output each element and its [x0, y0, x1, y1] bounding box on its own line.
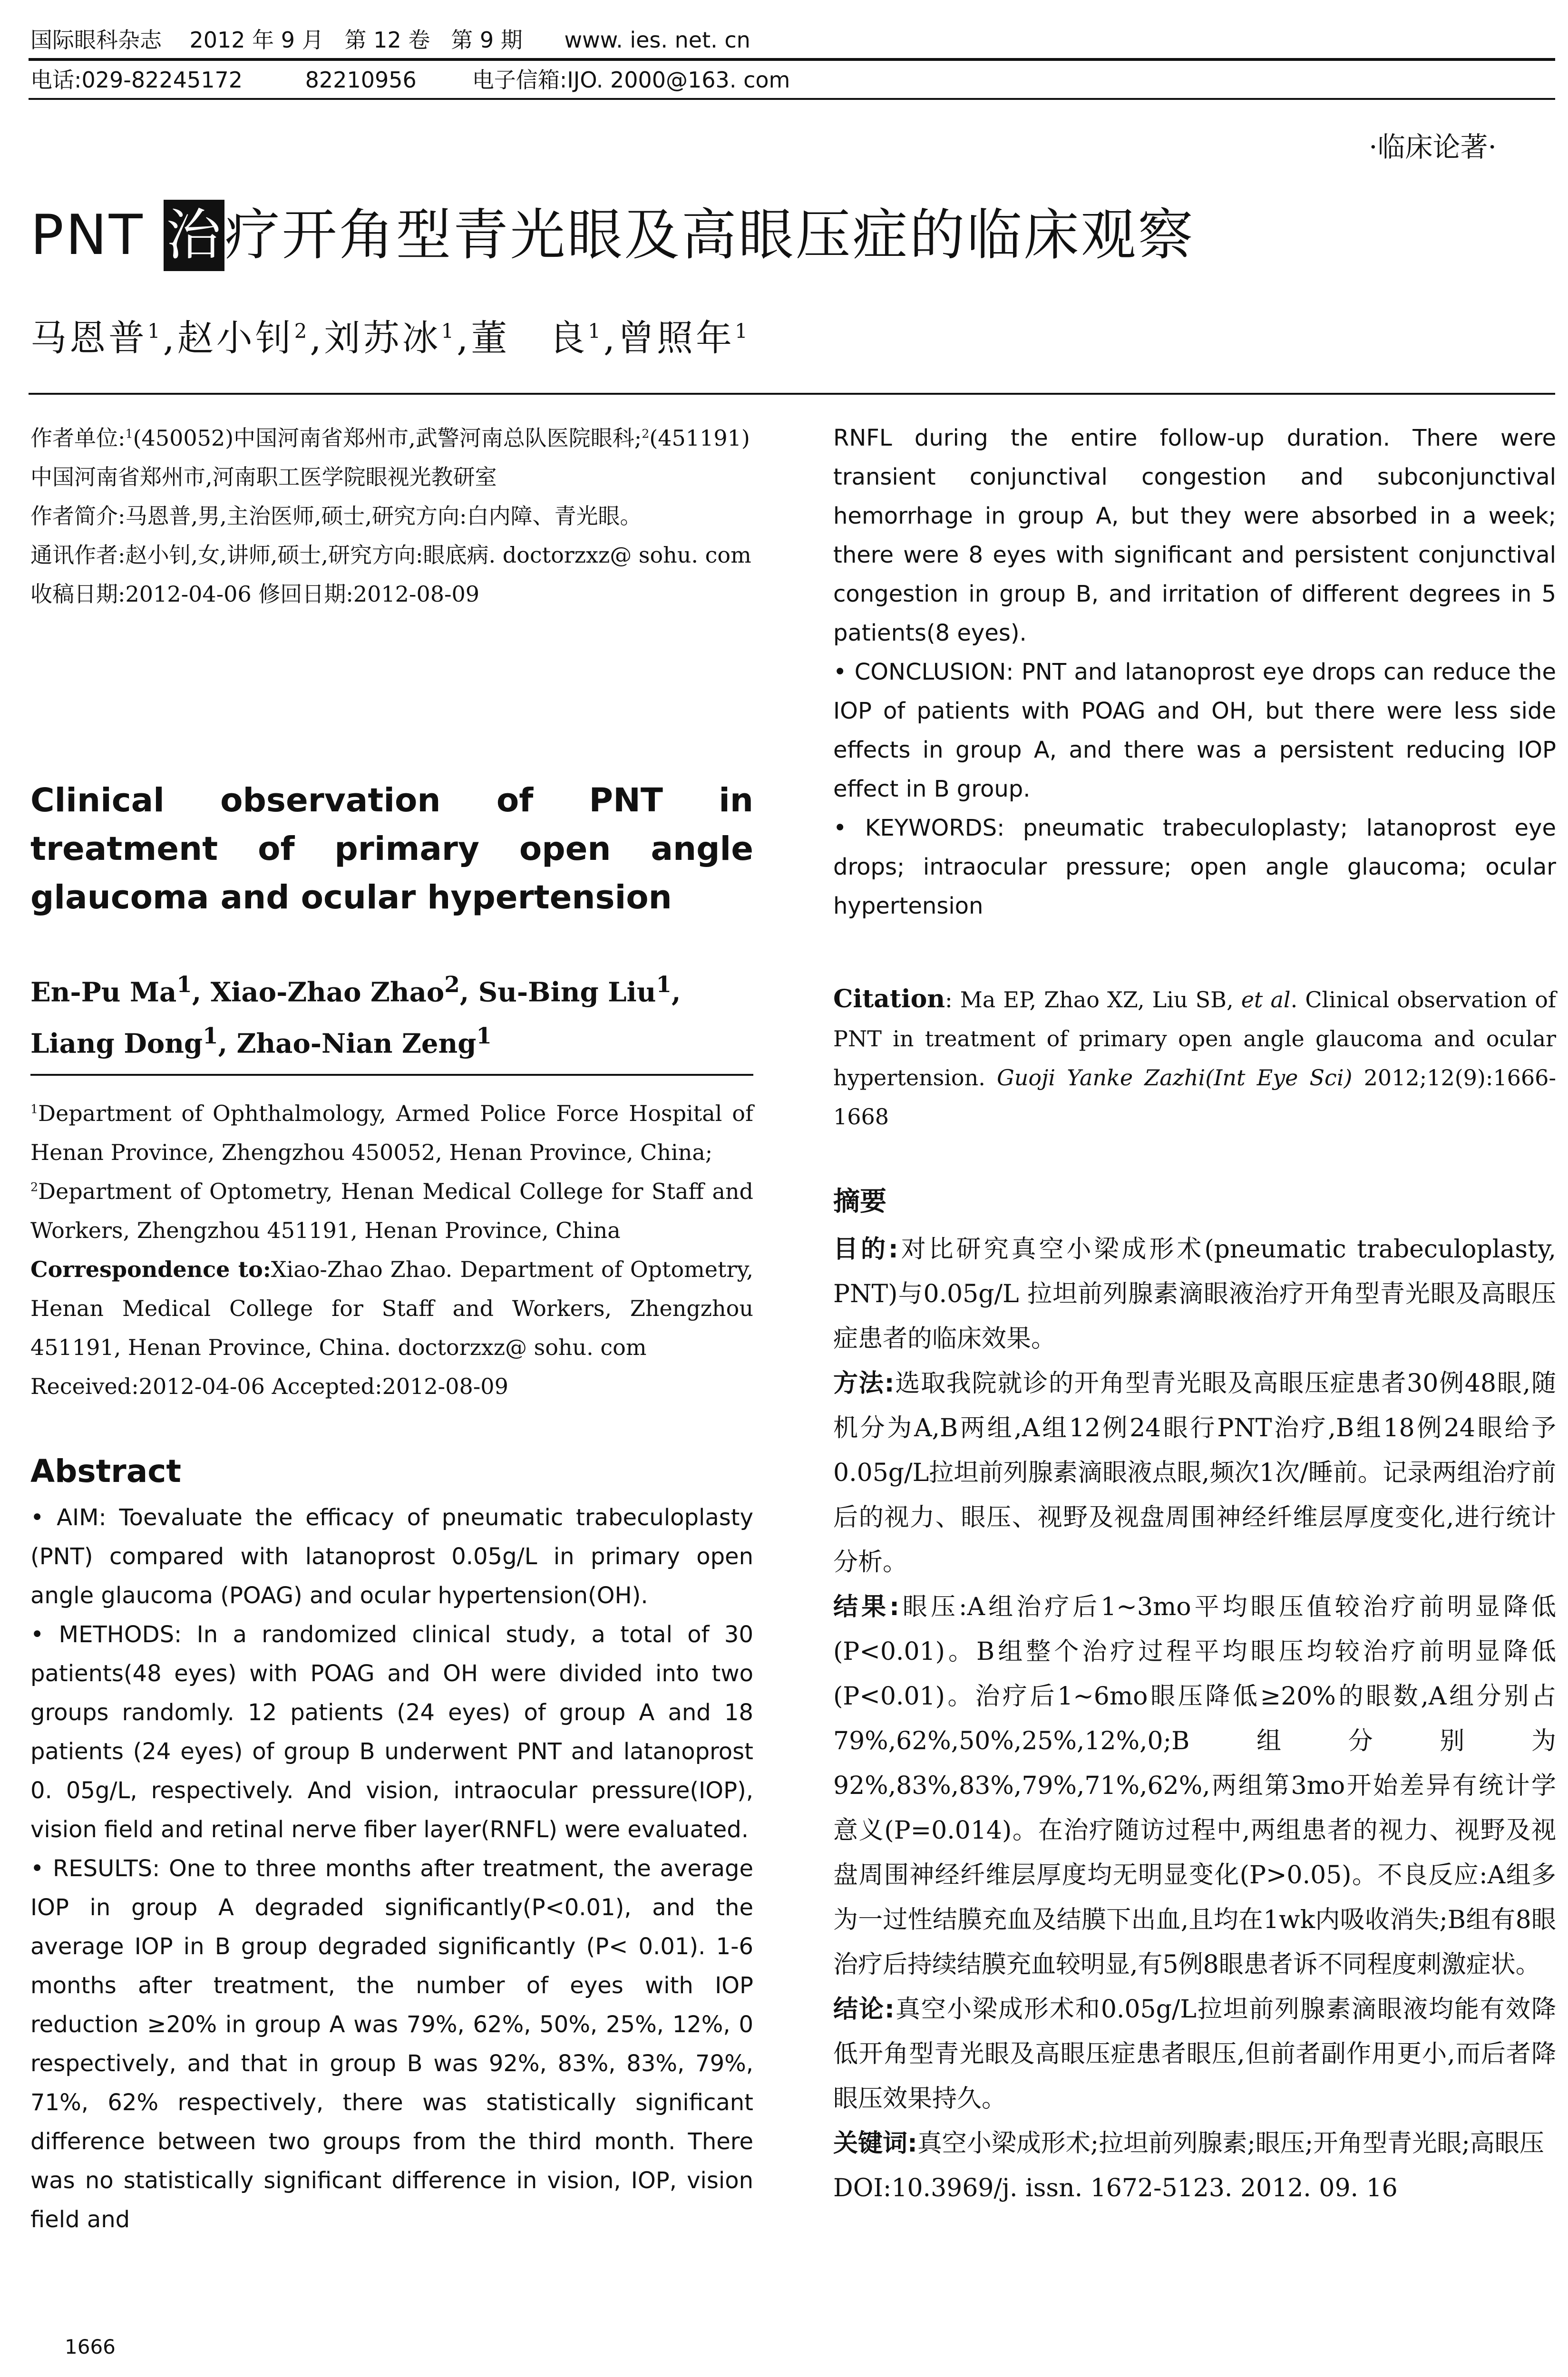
- author-cn-4-sup: 1: [588, 319, 604, 343]
- author-en-4: Liang Dong: [30, 1028, 203, 1060]
- cn-aim-label: 目的:: [833, 1235, 898, 1264]
- cn-results: [833, 1585, 1556, 1987]
- journal-header-line1: 国际眼科杂志 2012 年 9 月 第 12 卷 第 9 期 www. ies. net. cn: [30, 27, 750, 53]
- citation-label: Citation: [833, 984, 945, 1013]
- cn-methods: [833, 1361, 1556, 1585]
- english-authors-rule: [30, 1074, 753, 1076]
- cn-results-text: 眼压:A组治疗后1~3mo平均眼压值较治疗前明显降低(P<0.01)。B组整个治疗过程平均眼压均较治疗前明显降低(P<0.01)。治疗后1~6mo眼压降低≥20%的眼数,A组分别占79%,62%,50%,25%,12%,0;B组分别为92%,83%,83%,79%,71%,62%,两组第3mo开始差异有统计学意义(P=0.014)。在治疗随访过程中,两组患者的视力、视野及视盘周围神经纤维层厚度均无明显变化(P>0.05)。不良反应:A组多为一过性结膜充血及结膜下出血,且均在1wk内吸收消失;B组有8眼治疗后持续结膜充血较明显,有5例8眼患者诉不同程度刺激症状。: [833, 1593, 1557, 1979]
- author-en-2: Xiao-Zhao Zhao: [210, 976, 445, 1008]
- cn-methods-text: 选取我院就诊的开角型青光眼及高眼压症患者30例48眼,随机分为A,B两组,A组12例24眼行PNT治疗,B组18例24眼给予0.05g/L拉坦前列腺素滴眼液点眼,频次1次/睡前。记录两组治疗前后的视力、眼压、视野及视盘周围神经纤维层厚度变化,进行统计分析。: [833, 1369, 1556, 1577]
- citation-journal: Guoji Yanke Zazhi(Int Eye Sci): [997, 1065, 1353, 1091]
- page-number: 1666: [65, 2335, 116, 2358]
- abstract-results: • RESULTS: One to three months after treatment, the average IOP in group A degraded significantly(P<0.01), and the average IOP in B group degraded significantly (P< 0.01). 1-6 months after treatment, the number of eyes with IOP reduction ≥20% in group A was 79%, 62%, 50%, 25%, 12%, 0 respectively, and that in group B was 92%, 83%, 83%, 79%, 71%, 62% respectively, there was statistically significant difference between two groups from the third month. There was no statistically significant difference in vision, IOP, vision field and: [30, 1855, 753, 2233]
- author-unit-label: 作者单位:: [30, 425, 126, 451]
- author-cn-1: 马恩普: [30, 317, 147, 359]
- affiliation-2-text: Department of Optometry, Henan Medical College for Staff and Workers, Zhengzhou 451191, Henan Province, China: [30, 1179, 753, 1243]
- affiliation-1: [30, 1094, 753, 1172]
- page-title: [30, 200, 1195, 271]
- section-tag: ·临床论著·: [1369, 131, 1497, 163]
- cn-conclusion-text: 真空小梁成形术和0.05g/L拉坦前列腺素滴眼液均能有效降低开角型青光眼及高眼压症患者眼压,但前者副作用更小,而后者降眼压效果持久。: [833, 1995, 1557, 2113]
- title-boxed-char: 治: [164, 200, 224, 271]
- author-en-1-sup: 1: [176, 972, 192, 998]
- author-unit: [30, 419, 753, 497]
- author-en-2-sup: 2: [444, 972, 460, 998]
- affiliation-1-text: Department of Ophthalmology, Armed Police Force Hospital of Henan Province, Zhengzhou 450052, Henan Province, China;: [30, 1101, 753, 1165]
- citation-text-2: . Clinical observation of PNT in treatment of primary open angle glaucoma and ocular hypertension.: [833, 987, 1556, 1091]
- author-intro: 作者简介:马恩普,男,主治医师,硕士,研究方向:白内障、青光眼。: [30, 503, 642, 529]
- authors-rule: [29, 393, 1555, 395]
- cn-aim: [833, 1227, 1556, 1361]
- author-unit-1: (450052)中国河南省郑州市,武警河南总队医院眼科;: [133, 425, 642, 451]
- cn-conclusion-label: 结论:: [833, 1995, 895, 2024]
- citation-text-1: : Ma EP, Zhao XZ, Liu SB,: [945, 987, 1241, 1013]
- title-rest: 疗开角型青光眼及高眼压症的临床观察: [224, 203, 1195, 267]
- author-en-3-sup: 1: [656, 972, 672, 998]
- author-unit-sup1: 1: [125, 427, 133, 441]
- cn-keywords-label: 关键词:: [833, 2129, 917, 2158]
- cn-keywords-text: 真空小梁成形术;拉坦前列腺素;眼压;开角型青光眼;高眼压: [917, 2129, 1544, 2158]
- author-cn-5: 曾照年: [618, 317, 735, 359]
- author-unit-sup2: 2: [642, 427, 650, 441]
- author-cn-3: 刘苏冰: [324, 317, 441, 359]
- author-en-3: Su-Bing Liu: [478, 976, 656, 1008]
- cn-doi: DOI:10.3969/j. issn. 1672-5123. 2012. 09. 16: [833, 2174, 1398, 2202]
- english-title: Clinical observation of PNT in treatment of primary open angle glaucoma and ocular hypertension: [30, 781, 753, 916]
- affiliations: [30, 1094, 753, 1406]
- cn-conclusion: [833, 1987, 1556, 2121]
- author-cn-5-sup: 1: [735, 319, 750, 343]
- title-prefix: PNT: [30, 203, 164, 267]
- cn-methods-label: 方法:: [833, 1369, 895, 1398]
- abstract-conclusion: • CONCLUSION: PNT and latanoprost eye drops can reduce the IOP of patients with POAG and OH, but there were less side effects in group A, and there was a persistent reducing IOP effect in B group.: [833, 659, 1556, 802]
- author-cn-3-sup: 1: [441, 319, 457, 343]
- received-dates: 收稿日期:2012-04-06 修回日期:2012-08-09: [30, 581, 480, 607]
- abstract-methods: • METHODS: In a randomized clinical study, a total of 30 patients(48 eyes) with POAG and OH were divided into two groups randomly. 12 patients (24 eyes) of group A and 18 patients (24 eyes) of group B underwent PNT and latanoprost 0. 05g/L, respectively. And vision, intraocular pressure(IOP), vision field and retinal nerve fiber layer(RNFL) were evaluated.: [30, 1621, 753, 1843]
- author-en-5-sup: 1: [476, 1023, 492, 1049]
- header-rule-bottom: [29, 98, 1555, 100]
- citation: [833, 980, 1556, 1136]
- authors-cn: 马恩普$^1$,赵小钊$^2$,刘苏冰$^1$,董 良$^1$,曾照年$^1$: [30, 317, 750, 359]
- author-en-5: Zhao-Nian Zeng: [236, 1028, 477, 1060]
- cn-results-label: 结果:: [833, 1593, 899, 1621]
- author-en-4-sup: 1: [203, 1023, 218, 1049]
- citation-etal: et al: [1241, 987, 1291, 1013]
- cn-abstract-heading: 摘要: [833, 1186, 886, 1217]
- chinese-abstract: [833, 1179, 1556, 2211]
- citation-text-3: 2012;12(9):1666-1668: [833, 1065, 1556, 1130]
- abstract-keywords: • KEYWORDS: pneumatic trabeculoplasty; latanoprost eye drops; intraocular pressure; open angle glaucoma; ocular hypertension: [833, 815, 1556, 919]
- abstract-right: [833, 419, 1556, 925]
- correspondence: [30, 1250, 753, 1367]
- abstract-results-continued: RNFL during the entire follow-up duration. There were transient conjunctival congestion and subconjunctival hemorrhage in group A, but they were absorbed in a week; there were 8 eyes with significant and persistent conjunctival congestion in group B, and irritation of different degrees in 5 patients(8 eyes).: [833, 425, 1556, 646]
- journal-header-line2: 电话:029-82245172 82210956 电子信箱:IJO. 2000@163. com: [30, 67, 790, 93]
- author-cn-1-sup: 1: [147, 319, 163, 343]
- author-cn-2: 赵小钊: [177, 317, 294, 359]
- cn-keywords: [833, 2121, 1556, 2166]
- cn-aim-text: 对比研究真空小梁成形术(pneumatic trabeculoplasty, PNT)与0.05g/L 拉坦前列腺素滴眼液治疗开角型青光眼及高眼压症患者的临床效果。: [833, 1235, 1556, 1353]
- affiliation-1-sup: 1: [30, 1102, 39, 1116]
- correspondence-text: Xiao-Zhao Zhao. Department of Optometry, Henan Medical College for Staff and Workers, Zhengzhou 451191, Henan Province, China. doctorzxz@ sohu. com: [30, 1257, 753, 1360]
- author-cn-4: 董 良: [471, 317, 588, 359]
- abstract-heading: Abstract: [30, 1453, 181, 1490]
- abstract-left: [30, 1498, 753, 2239]
- affiliation-2-sup: 2: [30, 1180, 39, 1194]
- correspondence-label: Correspondence to:: [30, 1257, 271, 1282]
- affiliation-2: [30, 1172, 753, 1250]
- received-accepted-dates: Received:2012-04-06 Accepted:2012-08-09: [30, 1374, 508, 1399]
- header-rule-top: [29, 58, 1555, 61]
- author-cn-2-sup: 2: [294, 319, 310, 343]
- abstract-aim: • AIM: Toevaluate the efficacy of pneumatic trabeculoplasty (PNT) compared with latanoprost 0.05g/L in primary open angle glaucoma (POAG) and ocular hypertension(OH).: [30, 1504, 753, 1609]
- author-info: [30, 419, 753, 614]
- author-en-1: En-Pu Ma: [30, 976, 177, 1008]
- corresponding-author: 通讯作者:赵小钊,女,讲师,硕士,研究方向:眼底病. doctorzxz@ sohu. com: [30, 542, 751, 568]
- author-unit-2: (451191)中国河南省郑州市,河南职工医学院眼视光教研室: [30, 425, 750, 490]
- authors-en: En-Pu Ma$^1$, Xiao-Zhao Zhao$^2$, Su-Bing Liu$^1$, Liang Dong$^1$, Zhao-Nian Zeng$^1$: [30, 972, 681, 1060]
